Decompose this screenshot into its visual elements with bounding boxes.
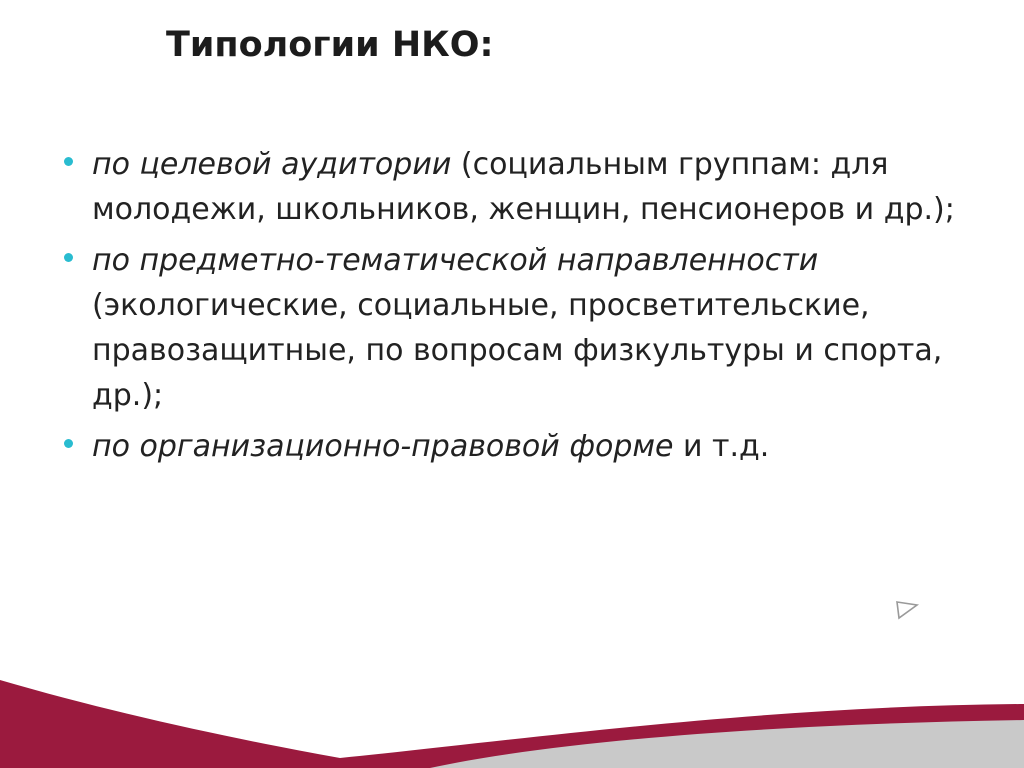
bullet-text: (социальным группам: для молодежи, школьников, женщин, пенсионеров и др.); [92, 147, 955, 227]
bullet-dot-icon [64, 253, 73, 262]
decorative-wave [0, 640, 1024, 768]
corner-mark-icon [893, 598, 921, 624]
bullet-text: (экологические, социальные, просветительские, правозащитные, по вопросам физкультуры и спорта, др.); [92, 288, 943, 413]
list-item [62, 424, 962, 469]
bullet-text: и т.д. [673, 429, 770, 464]
list-item [62, 238, 962, 418]
bullet-emphasis: по организационно-правовой форме [92, 429, 674, 464]
bullet-dot-icon [64, 157, 73, 166]
slide-title: Типологии НКО: [166, 25, 494, 65]
bullet-dot-icon [64, 439, 73, 448]
list-item [62, 142, 962, 232]
bullet-list [62, 142, 962, 475]
bullet-emphasis: по целевой аудитории [92, 147, 452, 182]
bullet-emphasis: по предметно-тематической направленности [92, 243, 819, 278]
